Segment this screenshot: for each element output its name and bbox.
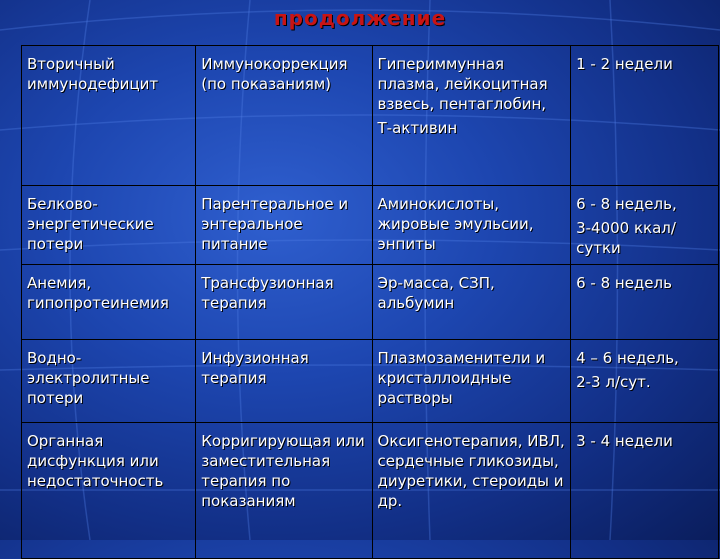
duration-cell	[571, 265, 719, 340]
cell-text: Инфузионная терапия	[201, 349, 309, 387]
cell-text: 6 - 8 недель,	[576, 195, 677, 213]
cell-text: Белково-энергетические потери	[27, 195, 154, 253]
cell-text: Плазмозаменители и кристаллоидные растворы	[377, 349, 546, 407]
cell-text: Парентеральное и энтеральное питание	[201, 195, 349, 253]
agents-cell	[372, 340, 571, 423]
cell-text: Водно-электролитные потери	[27, 349, 150, 407]
condition-cell	[22, 340, 196, 423]
cell-text: 3-4000 ккал/сутки	[576, 219, 676, 257]
cell-text: Эр-масса, СЗП, альбумин	[377, 274, 495, 312]
cell-text: Анемия, гипопротеинемия	[27, 274, 169, 312]
agents-cell	[372, 186, 571, 265]
slide-title: продолжение	[273, 6, 447, 30]
cell-text: Корригирующая или заместительная терапия по показаниям	[201, 432, 365, 510]
cell-text: Оксигенотерапия, ИВЛ, сердечные гликозиды, диуретики, стероиды и др.	[377, 432, 565, 510]
condition-cell	[22, 46, 196, 186]
cell-text: Аминокислоты, жировые эмульсии, энпиты	[377, 195, 534, 253]
condition-cell	[22, 423, 196, 559]
cell-text: Органная дисфункция или недостаточность	[27, 432, 164, 490]
table-row	[22, 423, 719, 559]
cell-text: Гипериммунная плазма, лейкоцитная взвесь, пентаглобин,	[377, 55, 548, 113]
condition-cell	[22, 186, 196, 265]
agents-cell	[372, 423, 571, 559]
cell-text: 4 – 6 недель,	[576, 349, 679, 367]
agents-cell	[372, 265, 571, 340]
therapy-cell	[196, 186, 372, 265]
table-row	[22, 265, 719, 340]
treatment-table	[21, 45, 719, 559]
condition-cell	[22, 265, 196, 340]
agents-cell	[372, 46, 571, 186]
therapy-cell	[196, 423, 372, 559]
table-row	[22, 186, 719, 265]
cell-text: Вторичный иммунодефицит	[27, 55, 159, 93]
duration-cell	[571, 46, 719, 186]
cell-text: Т-активин	[377, 119, 458, 137]
table-row	[22, 46, 719, 186]
cell-text: 6 - 8 недель	[576, 274, 672, 292]
table-row	[22, 340, 719, 423]
duration-cell	[571, 340, 719, 423]
therapy-cell	[196, 46, 372, 186]
cell-text: 2-3 л/сут.	[576, 373, 651, 391]
duration-cell	[571, 423, 719, 559]
therapy-cell	[196, 340, 372, 423]
cell-text: Иммунокоррекция (по показаниям)	[201, 55, 348, 93]
duration-cell	[571, 186, 719, 265]
cell-text: Трансфузионная терапия	[201, 274, 334, 312]
therapy-cell	[196, 265, 372, 340]
cell-text: 1 - 2 недели	[576, 55, 673, 73]
cell-text: 3 - 4 недели	[576, 432, 673, 450]
